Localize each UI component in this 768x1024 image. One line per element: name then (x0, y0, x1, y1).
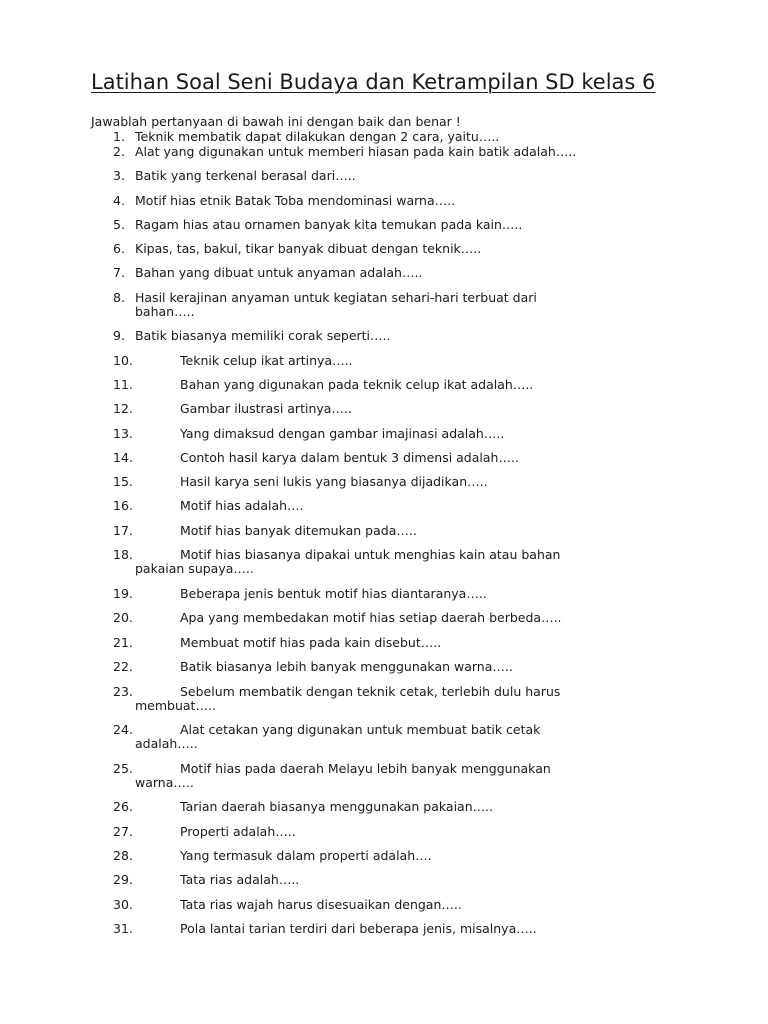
question-number: 27. (113, 824, 133, 839)
question-text: Motif hias pada daerah Melayu lebih banyak menggunakan (180, 761, 551, 776)
question-number: 25. (113, 761, 133, 776)
question-number: 11. (113, 377, 133, 392)
instruction-text: Jawablah pertanyaan di bawah ini dengan baik dan benar ! (91, 114, 461, 129)
question-text: Yang termasuk dalam properti adalah…. (180, 848, 432, 863)
question-text: Hasil kerajinan anyaman untuk kegiatan sehari-hari terbuat dari (135, 290, 537, 305)
question-text: Motif hias banyak ditemukan pada….. (180, 523, 417, 538)
question-text: Teknik celup ikat artinya….. (180, 353, 353, 368)
question-text: Kipas, tas, bakul, tikar banyak dibuat dengan teknik….. (135, 241, 482, 256)
question-number: 30. (113, 897, 133, 912)
question-text: Motif hias etnik Batak Toba mendominasi warna….. (135, 193, 456, 208)
question-text: Gambar ilustrasi artinya….. (180, 401, 352, 416)
question-text-continuation: membuat….. (135, 698, 216, 713)
question-text: Alat cetakan yang digunakan untuk membuat batik cetak (180, 722, 541, 737)
page-title: Latihan Soal Seni Budaya dan Ketrampilan SD kelas 6 (91, 70, 656, 94)
question-number: 7. (113, 265, 125, 280)
question-text: Apa yang membedakan motif hias setiap daerah berbeda….. (180, 610, 562, 625)
question-text: Properti adalah….. (180, 824, 296, 839)
question-text: Motif hias biasanya dipakai untuk menghias kain atau bahan (180, 547, 561, 562)
question-text-continuation: pakaian supaya….. (135, 561, 254, 576)
question-text: Tata rias adalah….. (180, 872, 300, 887)
question-text: Batik biasanya memiliki corak seperti….. (135, 328, 391, 343)
question-number: 20. (113, 610, 133, 625)
question-number: 9. (113, 328, 125, 343)
question-text: Motif hias adalah…. (180, 498, 304, 513)
question-number: 31. (113, 921, 133, 936)
question-text: Beberapa jenis bentuk motif hias diantaranya….. (180, 586, 487, 601)
question-number: 21. (113, 635, 133, 650)
question-number: 14. (113, 450, 133, 465)
question-number: 16. (113, 498, 133, 513)
question-text: Tata rias wajah harus disesuaikan dengan….. (180, 897, 462, 912)
question-text: Yang dimaksud dengan gambar imajinasi adalah….. (180, 426, 505, 441)
question-text: Sebelum membatik dengan teknik cetak, terlebih dulu harus (180, 684, 561, 699)
question-number: 18. (113, 547, 133, 562)
question-text: Batik yang terkenal berasal dari….. (135, 168, 356, 183)
question-number: 5. (113, 217, 125, 232)
question-number: 6. (113, 241, 125, 256)
question-text: Teknik membatik dapat dilakukan dengan 2 cara, yaitu….. (135, 129, 500, 144)
question-number: 26. (113, 799, 133, 814)
question-number: 24. (113, 722, 133, 737)
question-number: 17. (113, 523, 133, 538)
question-number: 12. (113, 401, 133, 416)
question-number: 28. (113, 848, 133, 863)
question-text: Membuat motif hias pada kain disebut….. (180, 635, 442, 650)
question-number: 1. (113, 129, 125, 144)
question-number: 29. (113, 872, 133, 887)
question-text: Alat yang digunakan untuk memberi hiasan pada kain batik adalah….. (135, 144, 577, 159)
question-text: Bahan yang dibuat untuk anyaman adalah….. (135, 265, 423, 280)
question-text-continuation: warna….. (135, 775, 194, 790)
question-number: 19. (113, 586, 133, 601)
question-number: 8. (113, 290, 125, 305)
question-number: 10. (113, 353, 133, 368)
question-number: 3. (113, 168, 125, 183)
question-text: Bahan yang digunakan pada teknik celup ikat adalah….. (180, 377, 534, 392)
question-text: Hasil karya seni lukis yang biasanya dijadikan….. (180, 474, 488, 489)
question-number: 13. (113, 426, 133, 441)
question-text: Ragam hias atau ornamen banyak kita temukan pada kain….. (135, 217, 523, 232)
question-number: 4. (113, 193, 125, 208)
question-text-continuation: adalah….. (135, 736, 198, 751)
question-text: Batik biasanya lebih banyak menggunakan warna….. (180, 659, 513, 674)
question-number: 23. (113, 684, 133, 699)
question-text: Tarian daerah biasanya menggunakan pakaian….. (180, 799, 494, 814)
question-text: Contoh hasil karya dalam bentuk 3 dimensi adalah….. (180, 450, 519, 465)
question-number: 22. (113, 659, 133, 674)
question-text: Pola lantai tarian terdiri dari beberapa jenis, misalnya….. (180, 921, 537, 936)
question-number: 2. (113, 144, 125, 159)
question-number: 15. (113, 474, 133, 489)
question-text-continuation: bahan….. (135, 304, 195, 319)
